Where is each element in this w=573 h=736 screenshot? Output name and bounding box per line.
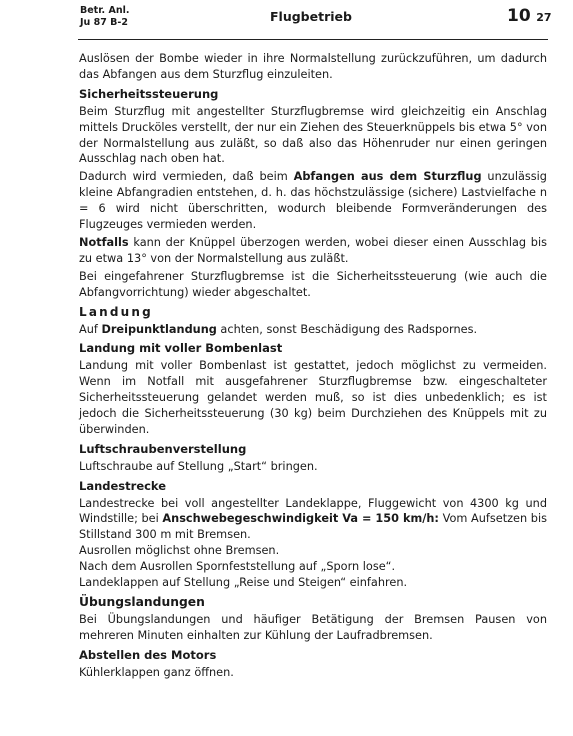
text-segment: Auf bbox=[79, 322, 102, 336]
page-header bbox=[0, 0, 573, 42]
landestrecke-paragraph-1 bbox=[79, 496, 547, 544]
heading-uebungslandungen: Übungslandungen bbox=[79, 595, 205, 609]
emphasis-notfalls: Notfalls bbox=[79, 235, 129, 249]
sicherheit-paragraph-4: Bei eingefahrener Sturzflugbremse ist die Sicherheitssteuerung (wie auch die Abfangvorrichtung) wieder abgeschaltet. bbox=[79, 269, 547, 299]
text-segment: unzulässig kleine Abfangradien entstehen, d. h. das höchstzulässige (sichere) Lastvielfache n = 6 wird nicht überschritten, wodurch bleibende Formveränderungen des Flugzeuges vermieden werden. bbox=[79, 170, 547, 232]
landestrecke-paragraph-2: Ausrollen möglichst ohne Bremsen. bbox=[79, 544, 280, 558]
landestrecke-paragraph-4: Landeklappen auf Stellung „Reise und Steigen“ einfahren. bbox=[79, 576, 408, 590]
luftschraube-paragraph: Luftschraube auf Stellung „Start“ bringen. bbox=[79, 459, 318, 473]
heading-landung: Landung bbox=[79, 304, 153, 319]
heading-landung-mit-voller-bombenlast: Landung mit voller Bombenlast bbox=[79, 341, 283, 356]
text-segment: kann der Knüppel überzogen werden, wobei dieser einen Ausschlag bis zu etwa 13° von der Normalstellung aus zuläßt. bbox=[79, 235, 547, 265]
emphasis-abfangen: Abfangen aus dem Sturzflug bbox=[293, 170, 482, 184]
document-reference bbox=[80, 5, 129, 29]
reference-line-2: Ju 87 B-2 bbox=[80, 17, 128, 28]
header-rule bbox=[78, 39, 548, 40]
sicherheit-paragraph-2 bbox=[79, 169, 547, 233]
heading-sicherheitssteuerung: Sicherheitssteuerung bbox=[79, 86, 219, 101]
heading-landestrecke: Landestrecke bbox=[79, 478, 167, 493]
uebung-paragraph: Bei Übungslandungen und häufiger Betätigung der Bremsen Pausen von mehreren Minuten einhalten zur Kühlung der Laufradbremsen. bbox=[79, 612, 547, 642]
text-segment: Landestrecke bei voll angestellter Landeklappe, Fluggewicht von 4300 kg und Windstille; bei bbox=[79, 496, 547, 526]
heading-abstellen-des-motors: Abstellen des Motors bbox=[79, 647, 217, 662]
intro-paragraph: Auslösen der Bombe wieder in ihre Normalstellung zurückzuführen, um dadurch das Abfangen aus dem Sturzflug einzuleiten. bbox=[79, 52, 547, 81]
emphasis-dreipunktlandung: Dreipunktlandung bbox=[101, 322, 217, 336]
text-segment: Vom Aufsetzen bis Stillstand 300 m mit Bremsen. bbox=[79, 512, 547, 542]
text-segment: achten, sonst Beschädigung des Radspornes. bbox=[216, 322, 478, 336]
page-number bbox=[507, 6, 552, 26]
page-body bbox=[79, 51, 547, 681]
emphasis-anschwebegeschwindigkeit: Anschwebegeschwindigkeit Va = 150 km/h: bbox=[162, 512, 439, 526]
landestrecke-paragraph-3: Nach dem Ausrollen Spornfeststellung auf „Sporn lose“. bbox=[79, 560, 396, 574]
page-title: Flugbetrieb bbox=[270, 9, 352, 24]
sicherheit-paragraph-3 bbox=[79, 235, 547, 267]
sicherheit-paragraph-1: Beim Sturzflug mit angestellter Sturzflugbremse wird gleichzeitig ein Anschlag mittels Drucköles verstellt, der nur ein Ziehen des Steuerknüppels bis etwa 5° von der Normalstellung aus zuläßt, so daß also das Höhenruder nur einen geringen Ausschlag nach oben hat. bbox=[79, 104, 547, 166]
heading-luftschraubenverstellung: Luftschraubenverstellung bbox=[79, 441, 247, 456]
reference-line-1: Betr. Anl. bbox=[80, 5, 130, 16]
sub-page-number: 27 bbox=[536, 11, 552, 24]
abstellen-paragraph: Kühlerklappen ganz öffnen. bbox=[79, 665, 234, 679]
bombenlast-paragraph: Landung mit voller Bombenlast ist gestattet, jedoch möglichst zu vermeiden. Wenn im Notfall mit ausgefahrener Sturzflugbremse bzw. eingeschalteter Sicherheitssteuerung gelandet werden muß, so ist dies unbedenklich; es ist jedoch die Sicherheitssteuerung (30 kg) beim Durchziehen des Knüppels mit zu überwinden. bbox=[79, 359, 547, 436]
landung-paragraph bbox=[79, 322, 547, 338]
section-number: 10 bbox=[507, 6, 531, 26]
text-segment: Dadurch wird vermieden, daß beim bbox=[79, 170, 294, 184]
